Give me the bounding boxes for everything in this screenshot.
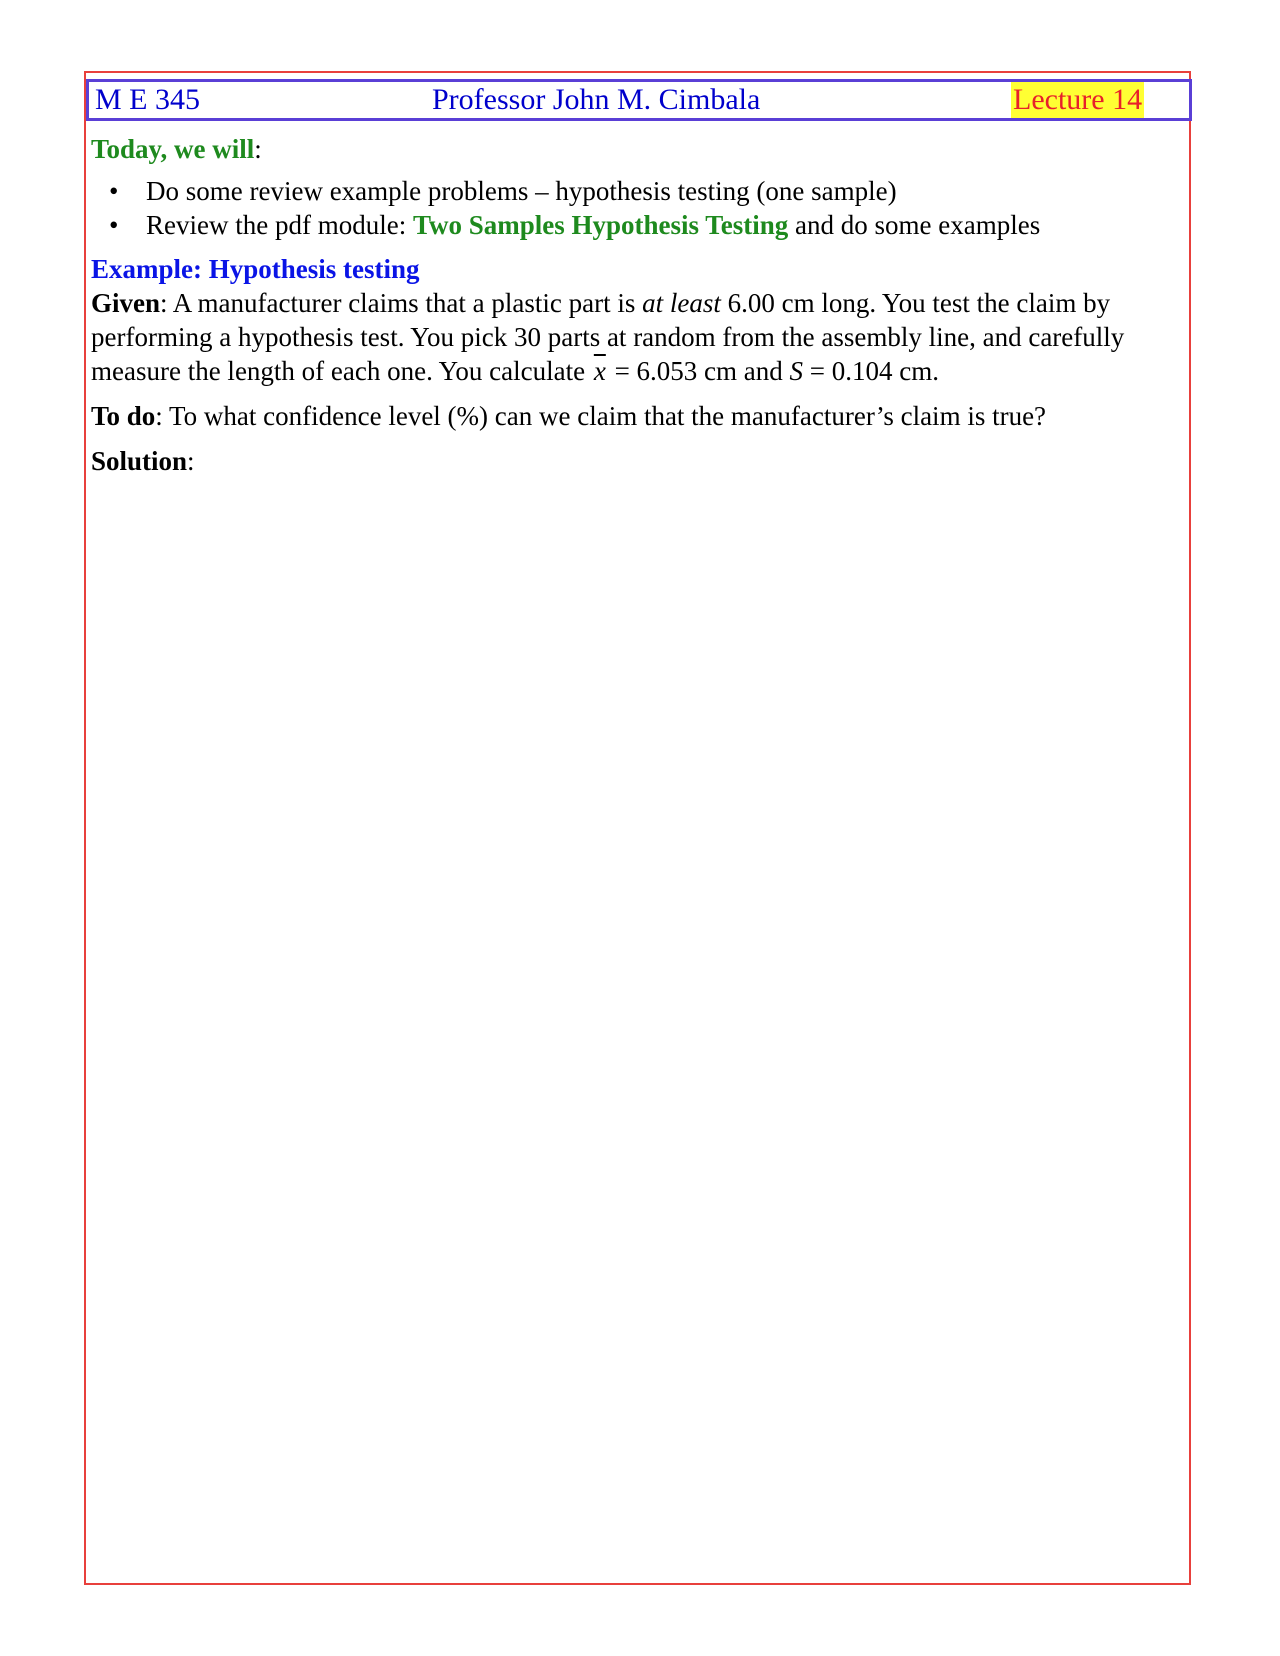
given-label: Given: [91, 288, 161, 318]
solution-colon: :: [187, 446, 195, 476]
x-bar-symbol: $\overline{x}$: [593, 356, 606, 386]
given-text-4: = 0.104 cm.: [803, 356, 939, 386]
lecture-number: Lecture 14: [1013, 83, 1143, 116]
goal-text-prefix: Review the pdf module:: [146, 210, 413, 240]
given-emphasis: at least: [642, 288, 721, 318]
lecture-header: [86, 79, 1192, 121]
lecture-content: [91, 132, 1176, 478]
course-code: M E 345: [95, 83, 200, 116]
bullet-icon: •: [109, 210, 119, 240]
today-colon: :: [254, 134, 262, 164]
bullet-icon: •: [109, 176, 119, 206]
solution-label: Solution: [91, 446, 188, 476]
s-symbol: S: [789, 356, 804, 386]
todo-label: To do: [91, 401, 156, 431]
goals-list: [91, 174, 1176, 242]
given-text-2: 6.00 cm long. You test the claim by performing a hypothesis test. You pick 30 parts at random from the assembly line, and carefully measure the length of each one. You calculate: [91, 288, 1125, 386]
professor-name: Professor John M. Cimbala: [432, 83, 761, 116]
module-name-highlight: Two Samples Hypothesis Testing: [412, 210, 789, 240]
todo-text: : To what confidence level (%) can we claim that the manufacturer’s claim is true?: [155, 401, 1047, 431]
solution-heading: [91, 444, 1176, 478]
example-title: Example: Hypothesis testing: [91, 254, 420, 284]
given-text-3: = 6.053 cm and: [607, 356, 790, 386]
todo-paragraph: [91, 399, 1176, 433]
list-item: [91, 174, 1176, 208]
today-label: Today, we will: [91, 134, 255, 164]
goal-text-suffix: and do some examples: [788, 210, 1041, 240]
given-text-1: : A manufacturer claims that a plastic part is: [160, 288, 643, 318]
given-paragraph: [91, 286, 1176, 388]
today-heading: [91, 132, 1176, 166]
goal-text: Do some review example problems – hypothesis testing (one sample): [146, 176, 897, 206]
list-item: [91, 208, 1176, 242]
